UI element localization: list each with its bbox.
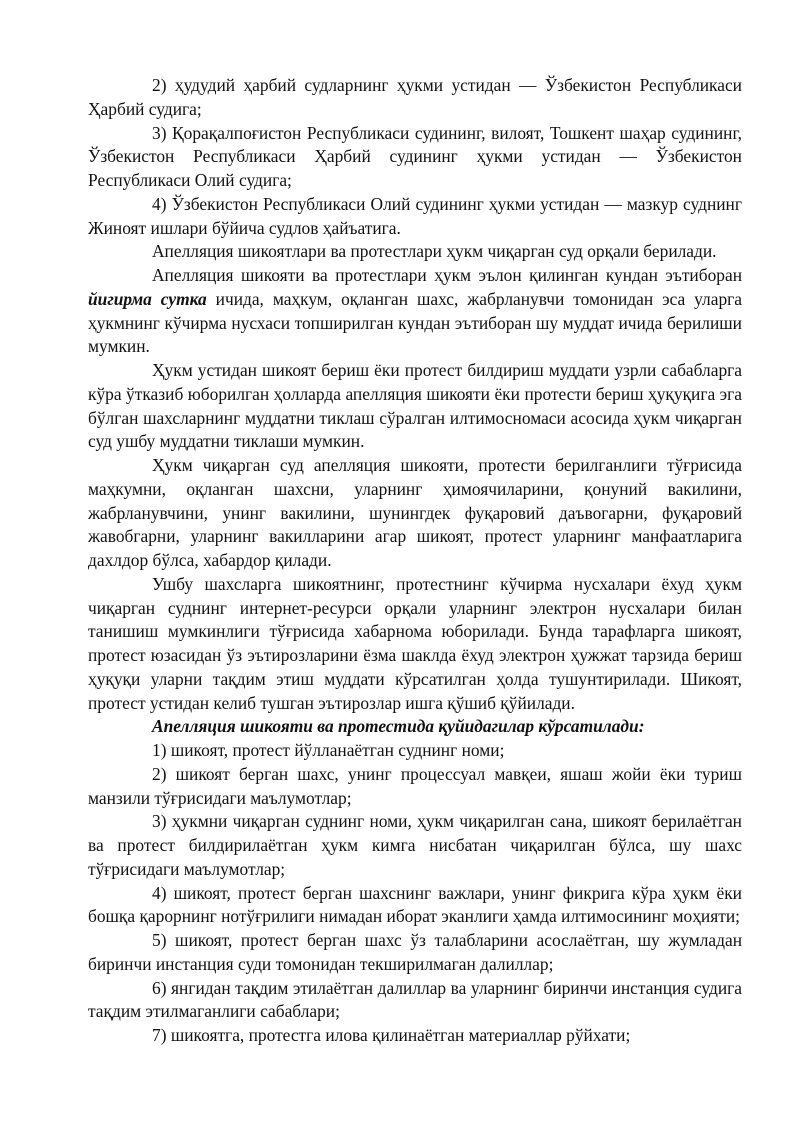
section-heading: Апелляция шикояти ва протестида қуйидагилар кўрсатилади:	[152, 716, 645, 737]
deadline-text-end: ичида, маҳкум, оқланган шахс, жабрланувчи томонидан эса уларга ҳукмнинг кўчирма нусхаси топширилган кундан эътиборан шу муддат ичида берилиши мумкин.	[88, 288, 742, 357]
list-item: 1) шикоят, протест йўлланаётган суднинг номи;	[152, 740, 505, 760]
document-body	[88, 74, 742, 1048]
list-item: 5) шикоят, протест берган шахс ўз талабларини асослаётган, шу жумладан биринчи инстанция суди томонидан текширилмаган далиллар;	[88, 930, 742, 974]
paragraph-deadline-restoration: Ҳукм устидан шикоят бериш ёки протест билдириш муддати узрли сабабларга кўра ўтказиб юборилган ҳолларда апелляция шикояти ёки протести бериш ҳуқуқига эга бўлган шахсларнинг муддатни тиклаш сўралган илтимосномаси асосида ҳукм чиқарган суд ушбу муддатни тиклаши мумкин.	[88, 360, 742, 452]
list-item: 7) шикоятга, протестга илова қилинаётган материаллар рўйхати;	[152, 1025, 631, 1045]
deadline-text-start: Апелляция шикояти ва протестлари ҳукм эълон қилинган кундан эътиборан	[152, 265, 742, 285]
paragraph-notification: Ҳукм чиқарган суд апелляция шикояти, протести берилганлиги тўғрисида маҳкумни, оқланган шахсни, уларнинг ҳимоячиларини, қонуний вакилини, жабрланувчини, унинг вакилини, шунингдек фуқаровий даъвогарни, фуқаровий жавобгарни, уларнинг вакилларини агар шикоят, протест уларнинг манфаатларига дахлдор бўлса, хабардор қилади.	[88, 455, 742, 570]
paragraph-military-courts: 2) ҳудудий ҳарбий судларнинг ҳукми устидан — Ўзбекистон Республикаси Ҳарбий судига;	[88, 75, 742, 119]
paragraph-copies-and-objections: Ушбу шахсларга шикоятнинг, протестнинг кўчирма нусхалари ёхуд ҳукм чиқарган суднинг интернет-ресурси орқали уларнинг электрон нусхалари билан танишиш мумкинлиги тўғрисида хабарнома юборилади. Бунда тарафларга шикоят, протест юзасидан ўз эътирозларини ёзма шаклда ёхуд электрон ҳужжат тарзида бериш ҳуқуқи уларни тақдим этиш муддати кўрсатилган ҳолда тушунтирилади. Шикоят, протест устидан келиб тушган эътирозлар ишга қўшиб қўйилади.	[88, 573, 742, 713]
list-item: 6) янгидан тақдим этилаётган далиллар ва уларнинг биринчи инстанция судига тақдим этилмаганлиги сабаблари;	[88, 977, 742, 1022]
deadline-emphasis: йигирма сутка	[88, 288, 207, 309]
paragraph-supreme-court-appeal: 3) Қорақалпоғистон Республикаси судининг, вилоят, Тошкент шаҳар судининг, Ўзбекистон Республикаси Ҳарбий судининг ҳукми устидан — Ўзбекистон Республикаси Олий судига;	[88, 122, 742, 190]
paragraph-filing-deadline	[88, 264, 742, 359]
list-item: 3) ҳукмни чиқарган суднинг номи, ҳукм чиқарилган сана, шикоят берилаётган ва протест билдирилаётган ҳукм кимга нисбатан чиқарилган бўлса, шу шахс тўғрисидаги маълумотлар;	[88, 811, 742, 879]
list-item: 4) шикоят, протест берган шахснинг важлари, унинг фикрига кўра ҳукм ёки бошқа қарорнинг нотўғрилиги нимадан иборат эканлиги ҳамда илтимосининг моҳияти;	[88, 882, 742, 927]
list-item: 2) шикоят берган шахс, унинг процессуал мавқеи, яшаш жойи ёки туриш манзили тўғрисидаги маълумотлар;	[88, 763, 742, 808]
paragraph-filing-through-court: Апелляция шикоятлари ва протестлари ҳукм чиқарган суд орқали берилади.	[152, 241, 717, 262]
paragraph-criminal-chamber: 4) Ўзбекистон Республикаси Олий судининг ҳукми устидан — мазкур суднинг Жиноят ишлари бўйича судлов ҳайъатига.	[88, 193, 742, 238]
